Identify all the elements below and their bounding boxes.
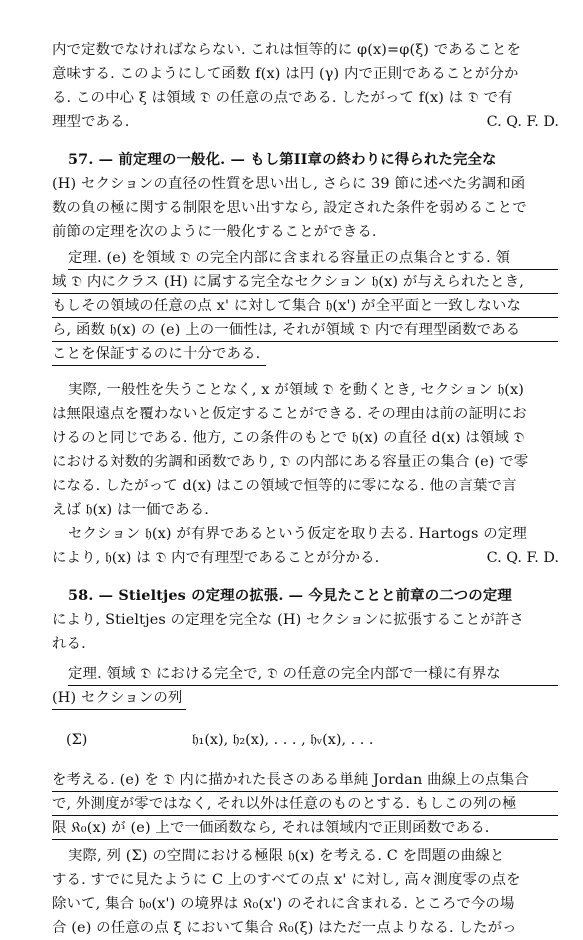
qed-mark: C. Q. F. D. xyxy=(486,114,559,130)
theorem-line: 域 𝔇 内にクラス (H) に属する完全なセクション 𝔥(x) が与えられたとき, xyxy=(52,272,558,294)
formula-label: (Σ) xyxy=(66,732,88,748)
section-58-heading: 58. — Stieltjes の定理の拡張. — 今見たことと前章の二つの定理 xyxy=(68,587,512,604)
text-line: 実際, 一般性を失うことなく, x が領域 𝔇 を動くとき, セクション 𝔥(x) xyxy=(68,382,525,398)
text-line: 前節の定理を次のように一般化することができる. xyxy=(52,224,377,240)
theorem-line: もしその領域の任意の点 x' に対して集合 𝔥(x') が全平面と一致しないな xyxy=(52,296,558,318)
text-line: 意味する. このようにして函数 f(x) は円 (γ) 内で正則であることが分か xyxy=(52,66,519,82)
text-line: 実際, 列 (Σ) の空間における極限 𝔥(x) を考える. C を問題の曲線と xyxy=(68,848,505,864)
text-line: により, Stieltjes の定理を完全な (H) セクションに拡張することが許さ xyxy=(52,612,524,628)
text-line: 合 (e) の任意の点 ξ において集合 𝔎₀(ξ) はただ一点よりなる. したがっ xyxy=(52,920,517,936)
theorem-line: ことを保証するのに十分である. xyxy=(52,344,266,366)
text-line: 内で定数でなければならない. これは恒等的に φ(x)=φ(ξ) であることを xyxy=(52,42,522,58)
text-line: になる. したがって d(x) はこの領域で恒等的に零になる. 他の言葉で言 xyxy=(52,478,517,494)
text-line: は無限遠点を覆わないと仮定することができる. その理由は前の証明にお xyxy=(52,406,527,422)
text-line: する. すでに見たように C 上のすべての点 x' に対し, 高々測度零の点を xyxy=(52,872,521,888)
text-line: えば 𝔥(x) は一価である. xyxy=(52,502,209,518)
theorem-line: ら, 函数 𝔥(x) の (e) 上の一価性は, それが領域 𝔇 内で有理型函数である xyxy=(52,320,558,342)
theorem-line: を考える. (e) を 𝔇 内に描かれた長さのある単純 Jordan 曲線上の点集合 xyxy=(52,770,558,792)
text-line: により, 𝔥(x) は 𝔇 内で有理型であることが分かる. xyxy=(52,550,380,566)
text-line: けるのと同じである. 他方, この条件のもとで 𝔥(x) の直径 d(x) は領域 𝔇 xyxy=(52,430,525,446)
text-line: る. この中心 ξ は領域 𝔇 の任意の点である. したがって f(x) は 𝔇 で有 xyxy=(52,90,513,106)
theorem-line: で, 外測度が零ではなく, それ以外は任意のものとする. もしこの列の極 xyxy=(52,794,558,816)
text-line: れる. xyxy=(52,636,86,652)
formula-body: 𝔥₁(x), 𝔥₂(x), . . . , 𝔥ᵥ(x), . . . xyxy=(192,732,374,748)
section-57-heading: 57. — 前定理の一般化. — もし第II章の終わりに得られた完全な xyxy=(68,151,497,168)
theorem-line: 限 𝔎₀(x) が (e) 上で一価函数なら, それは領域内で正則函数である. xyxy=(52,818,558,840)
theorem-line: 定理. 領域 𝔇 における完全で, 𝔇 の任意の完全内部で一様に有界な xyxy=(68,664,558,686)
qed-mark: C. Q. F. D. xyxy=(486,550,559,566)
text-line: 数の負の極に関する制限を思い出すなら, 設定された条件を弱めることで xyxy=(52,200,527,216)
text-line: における対数的劣調和函数であり, 𝔇 の内部にある容量正の集合 (e) で零 xyxy=(52,454,529,470)
text-line: 理型である. xyxy=(52,114,130,130)
theorem-line: (H) セクションの列 xyxy=(52,688,186,710)
text-line: (H) セクションの直径の性質を思い出し, さらに 39 節に述べた劣調和函 xyxy=(52,176,526,192)
text-line: セクション 𝔥(x) が有界であるという仮定を取り去る. Hartogs の定理 xyxy=(68,526,527,542)
text-line: 除いて, 集合 𝔥₀(x') の境界は 𝔎₀(x') のそれに含まれる. ところで今の場 xyxy=(52,896,515,912)
theorem-line: 定理. (e) を領域 𝔇 の完全内部に含まれる容量正の点集合とする. 領 xyxy=(68,248,558,270)
